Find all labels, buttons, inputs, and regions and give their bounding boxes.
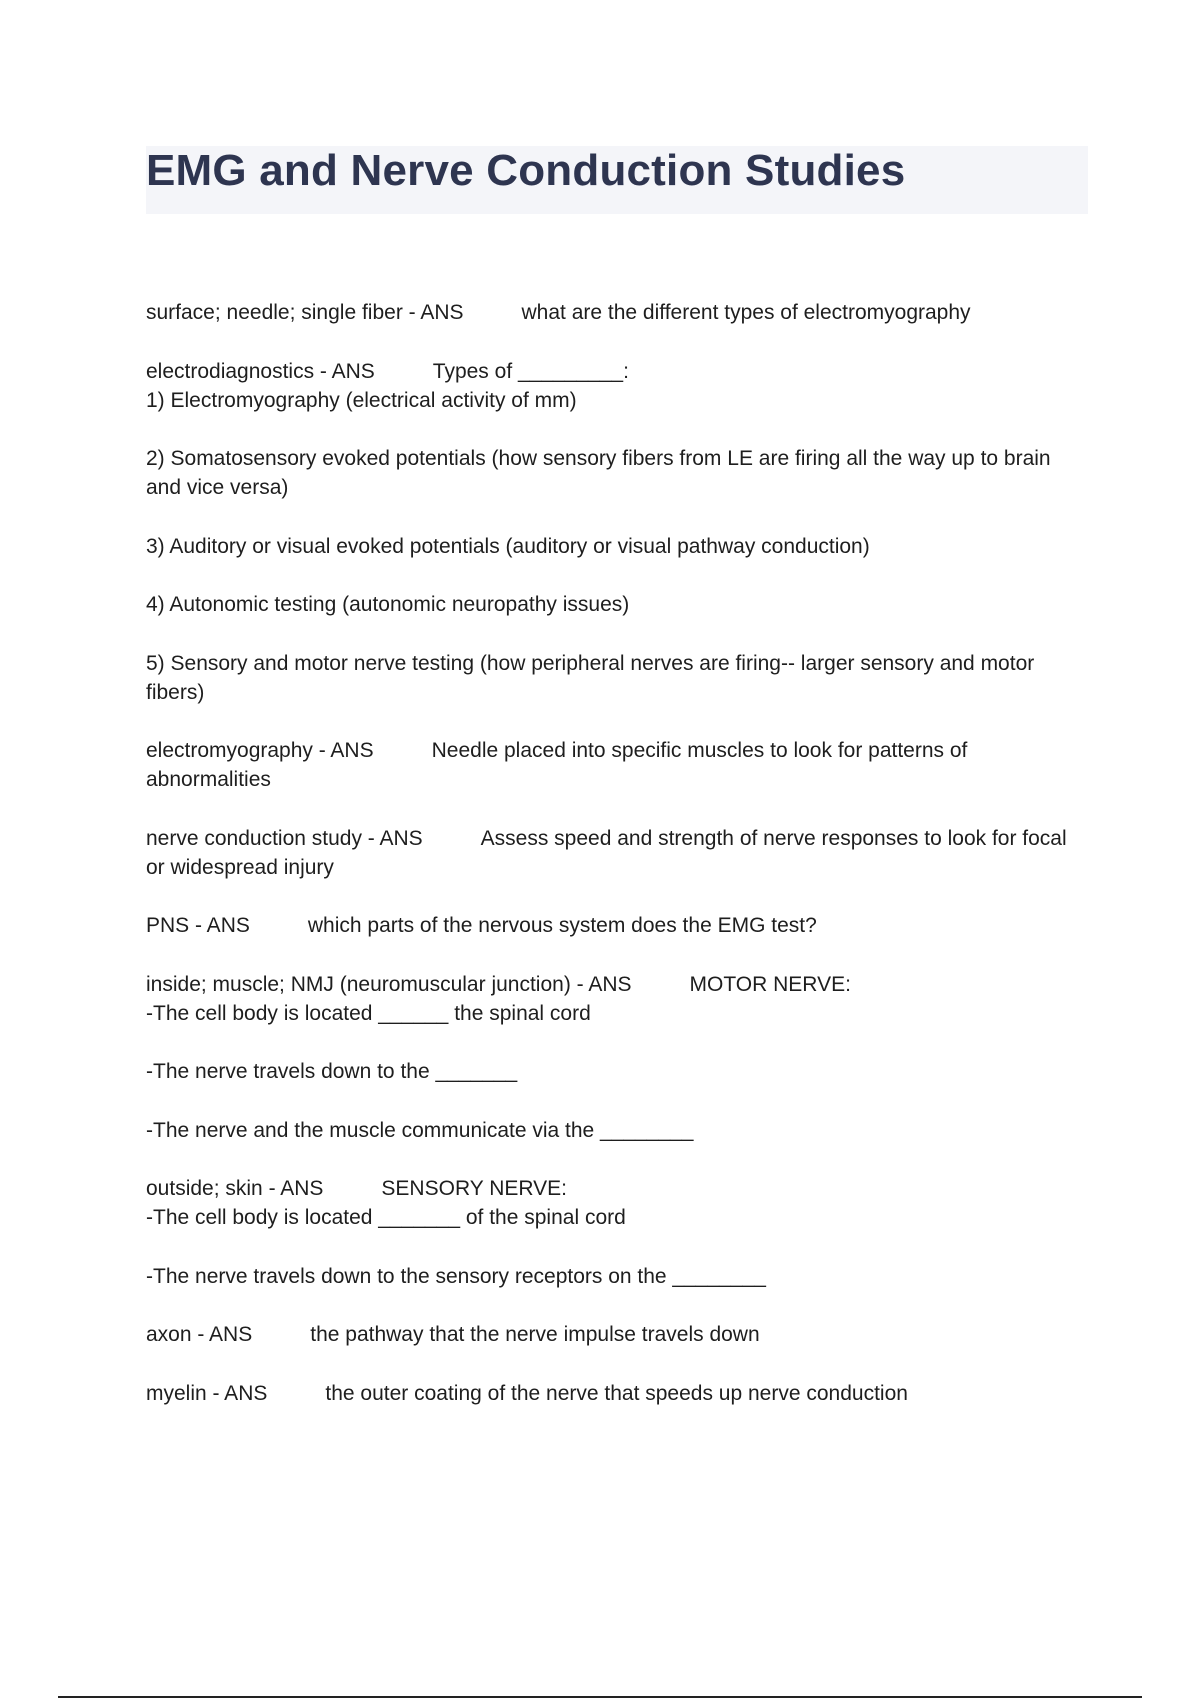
flashcard-line: -The nerve travels down to the _______ (146, 1060, 518, 1083)
line-gap (146, 415, 1088, 445)
line-gap (146, 1232, 1088, 1262)
flashcard-term: electrodiagnostics - ANS (146, 359, 375, 383)
flashcard-line: -The nerve and the muscle communicate via the ________ (146, 1118, 694, 1142)
flashcard-term: myelin - ANS (146, 1381, 268, 1405)
flashcard-first-line (146, 970, 1088, 999)
flashcard (146, 357, 1088, 707)
flashcard-line: 2) Somatosensory evoked potentials (how sensory fibers from LE are firing all the way up to brain and vice versa) (146, 447, 1051, 499)
line-gap (146, 1086, 1088, 1116)
flashcard-line: -The nerve travels down to the sensory receptors on the ________ (146, 1264, 766, 1288)
flashcard-definition: what are the different types of electromyography (521, 301, 971, 324)
flashcard-definition: Types of _________: (432, 359, 629, 383)
flashcard-list (146, 298, 1088, 1437)
flashcard-line: -The cell body is located _______ of the spinal cord (146, 1206, 626, 1229)
flashcard-line: 3) Auditory or visual evoked potentials (auditory or visual pathway conduction) (146, 534, 870, 558)
flashcard-line: 1) Electromyography (electrical activity of mm) (146, 388, 577, 412)
line-gap (146, 561, 1088, 591)
flashcard-term: PNS - ANS (146, 914, 250, 937)
flashcard-term: electromyography - ANS (146, 739, 374, 762)
line-gap (146, 619, 1088, 649)
flashcard-line: 5) Sensory and motor nerve testing (how peripheral nerves are firing-- larger sensory and motor fibers) (146, 651, 1035, 704)
flashcard-first-line (146, 911, 1088, 940)
flashcard-first-line (146, 1320, 1088, 1349)
flashcard (146, 911, 1088, 940)
flashcard-definition: MOTOR NERVE: (689, 972, 851, 996)
flashcard-line: 4) Autonomic testing (autonomic neuropathy issues) (146, 593, 630, 616)
flashcard-definition: the pathway that the nerve impulse travels down (310, 1323, 760, 1346)
flashcard (146, 970, 1088, 1145)
flashcard-first-line (146, 736, 1088, 794)
flashcard-definition: Assess speed and strength of nerve responses to look for focal or widespread injury (146, 826, 1067, 879)
flashcard-first-line (146, 357, 1088, 386)
flashcard-first-line (146, 824, 1088, 882)
flashcard (146, 1320, 1088, 1349)
flashcard-definition: which parts of the nervous system does the EMG test? (307, 914, 817, 937)
flashcard-term: nerve conduction study - ANS (146, 826, 423, 850)
line-gap (146, 1028, 1088, 1058)
flashcard (146, 1379, 1088, 1408)
flashcard-definition: SENSORY NERVE: (381, 1177, 567, 1200)
flashcard (146, 298, 1088, 327)
flashcard (146, 824, 1088, 882)
flashcard-first-line (146, 1174, 1088, 1203)
flashcard-term: axon - ANS (146, 1323, 253, 1346)
line-gap (146, 502, 1088, 532)
flashcard-first-line (146, 298, 1088, 327)
footer-rule (58, 1696, 1142, 1698)
flashcard-definition: the outer coating of the nerve that speeds up nerve conduction (325, 1381, 908, 1405)
flashcard-definition: Needle placed into specific muscles to look for patterns of abnormalities (146, 739, 968, 791)
flashcard-first-line (146, 1379, 1088, 1408)
flashcard-term: surface; needle; single fiber - ANS (146, 301, 464, 324)
flashcard (146, 1174, 1088, 1291)
flashcard (146, 736, 1088, 794)
page-title: EMG and Nerve Conduction Studies (146, 146, 906, 195)
flashcard-term: outside; skin - ANS (146, 1177, 324, 1200)
flashcard-line: -The cell body is located ______ the spinal cord (146, 1001, 591, 1025)
flashcard-term: inside; muscle; NMJ (neuromuscular junction) - ANS (146, 972, 632, 996)
